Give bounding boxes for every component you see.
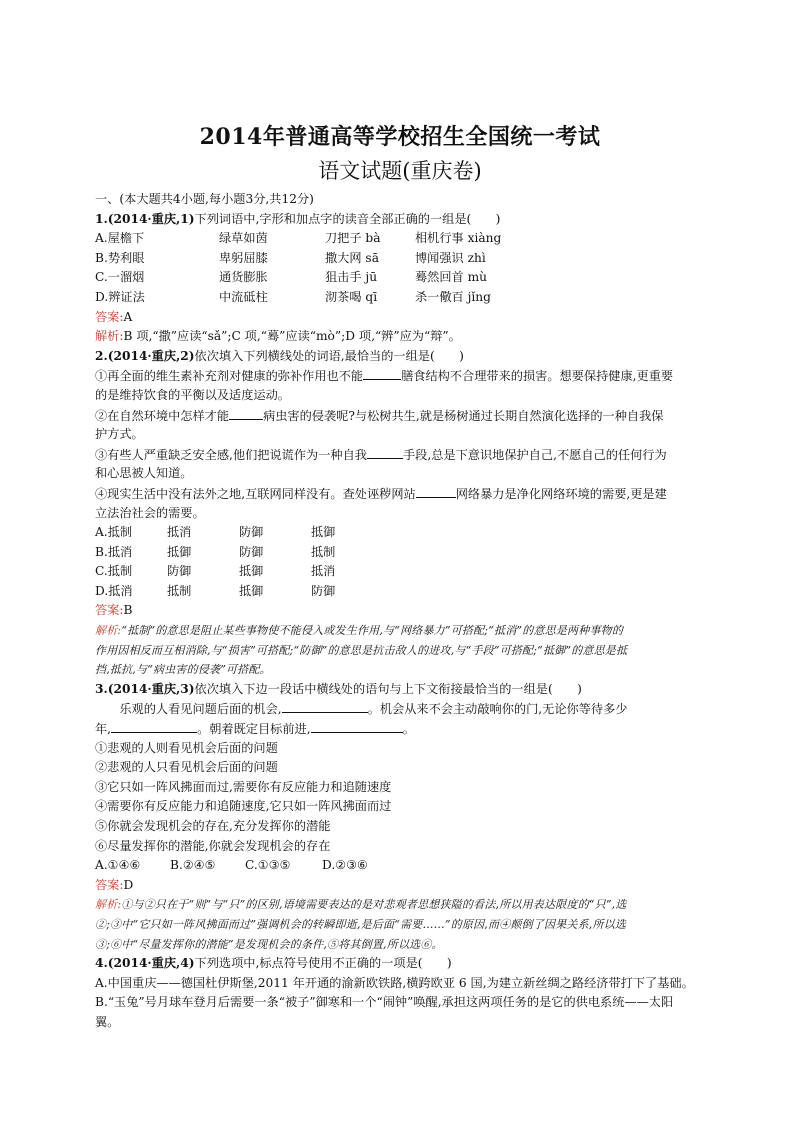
option-row: D.辨证法 中流砥柱 沏茶喝 qī 杀一儆百 jǐng <box>95 289 491 304</box>
question-text: 下列词语中,字形和加点字的读音全部正确的一组是( ) <box>194 211 501 226</box>
explanation-line: 作用因相反而互相消除,与“损害”可搭配;“防御”的意思是抗击敌人的进攻,与“手段”可搭配;“抵御”的意思是抵 <box>95 643 628 657</box>
fill-blank <box>282 699 368 713</box>
fill-blank <box>363 366 401 380</box>
fill-blank <box>229 406 263 420</box>
explanation-line: 挡,抵抗,与“病虫害的侵袭”可搭配。 <box>95 663 271 677</box>
option-row: B.抵消 抵御 防御 抵制 <box>95 544 336 559</box>
question-3-stem: 3.(2014·重庆,3)依次填入下边一段话中横线处的语句与上下文衔接最恰当的一组是( ) <box>95 681 582 696</box>
fill-blank <box>111 719 197 733</box>
option-row: C.一溜烟 通货膨胀 狙击手 jū 蓦然回首 mù <box>95 270 488 285</box>
answer-label: 答案: <box>95 603 124 618</box>
question-4-stem: 4.(2014·重庆,4)下列选项中,标点符号使用不正确的一项是( ) <box>95 956 452 971</box>
question-source: (2014·重庆,2) <box>107 348 195 363</box>
option-row: B.势利眼 卑躬屈膝 撒大网 sā 博闻强识 zhì <box>95 250 486 265</box>
passage-line: 立法治社会的需要。 <box>95 505 205 520</box>
page-title: 2014年普通高等学校招生全国统一考试 <box>199 124 601 150</box>
passage-line: 和心思被人知道。 <box>95 466 193 481</box>
explanation-text: B 项,“撒”应读“sǎ”;C 项,“蓦”应读“mò”;D 项,“辨”应为“辩”。 <box>123 329 461 344</box>
sentence-item: ④需要你有反应能力和追随速度,它只如一阵风拂面而过 <box>95 799 392 814</box>
question-number: 2 <box>95 348 104 363</box>
question-text: 下列选项中,标点符号使用不正确的一项是( ) <box>194 956 452 971</box>
document-page <box>95 122 705 1033</box>
explanation-line: 解析:“抵制”的意思是阻止某些事物使不能侵入或发生作用,与“网络暴力”可搭配;“抵消”的意思是两种事物的 <box>95 624 624 638</box>
sentence-item: ①悲观的人则看见机会后面的问题 <box>95 740 278 755</box>
passage-line: 的是维持饮食的平衡以及适度运动。 <box>95 387 290 402</box>
option-line: A.中国重庆——德国杜伊斯堡,2011 年开通的渝新欧铁路,横跨欧亚 6 国,为建立新丝绸之路经济带打下了基础。 <box>95 975 694 990</box>
sentence-item: ⑥尽量发挥你的潜能,你就会发现机会的存在 <box>95 838 331 853</box>
section-heading: 一、(本大题共4小题,每小题3分,共12分) <box>95 192 314 206</box>
question-source: (2014·重庆,4) <box>107 956 195 971</box>
question-1-stem: 1.(2014·重庆,1)下列词语中,字形和加点字的读音全部正确的一组是( ) <box>95 211 501 226</box>
answer-label: 答案: <box>95 309 124 324</box>
sentence-item: ②悲观的人只看见机会后面的问题 <box>95 760 278 775</box>
option-line: B.“玉兔”号月球车登月后需要一条“被子”御寒和一个“闹钟”唤醒,承担这两项任务的是它的供电系统——太阳 <box>95 995 674 1010</box>
fill-blank <box>416 484 456 498</box>
answer-value: B <box>123 603 133 618</box>
option-row: A.①④⑥ B.②④⑤ C.①③⑤ D.②③⑥ <box>95 858 368 873</box>
explanation-line: ③;⑥中“尽量发挥你的潜能”是发现机会的条件,⑤将其倒置,所以选⑥。 <box>95 937 443 951</box>
explanation-label: 解析: <box>95 898 122 912</box>
option-row: D.抵消 抵制 抵御 防御 <box>95 583 336 598</box>
passage-line: 护方式。 <box>95 427 144 442</box>
passage-line: ①再全面的维生素补充剂对健康的弥补作用也不能 膳食结构不合理带来的损害。想要保持健康,更重要 <box>95 366 705 386</box>
option-line: 翼。 <box>95 1014 120 1029</box>
passage-line: 年, 。朝着既定目标前进, 。 <box>95 719 705 739</box>
answer-line <box>95 876 705 896</box>
option-row: C.抵制 防御 抵御 抵消 <box>95 564 336 579</box>
sentence-item: ⑤你就会发现机会的存在,充分发挥你的潜能 <box>95 819 331 833</box>
explanation-label: 解析: <box>95 624 122 638</box>
answer-value: A <box>123 309 133 324</box>
explanation-line: 解析:①与②只在于“则”与“只”的区别,语境需要表达的是对悲观者思想狭隘的看法,所以用表达限度的“只”,选 <box>95 898 627 912</box>
option-row: A.屋檐下 绿草如茵 刀把子 bà 相机行事 xiàng <box>95 231 502 246</box>
question-number: 3 <box>95 681 104 696</box>
question-text: 依次填入下边一段话中横线处的语句与上下文衔接最恰当的一组是( ) <box>194 681 582 696</box>
explanation-line: ②;③中“它只如一阵风拂面而过”强调机会的转瞬即逝,是后面“需要……”的原因,而④颠倒了因果关系,所以选 <box>95 917 627 931</box>
fill-blank <box>311 719 403 733</box>
page-subtitle: 语文试题(重庆卷) <box>318 159 482 183</box>
answer-value: D <box>123 877 134 892</box>
explanation-label: 解析: <box>95 329 124 344</box>
answer-label: 答案: <box>95 877 124 892</box>
question-source: (2014·重庆,1) <box>107 211 195 226</box>
passage-line: ②在自然环境中怎样才能 病虫害的侵袭呢?与松树共生,就是杨树通过长期自然演化选择的一种自我保 <box>95 406 705 426</box>
passage-line: 乐观的人看见问题后面的机会, 。机会从来不会主动敲响你的门,无论你等待多少 <box>95 699 705 719</box>
question-number: 4 <box>95 956 104 971</box>
sentence-item: ③它只如一阵风拂面而过,需要你有反应能力和追随速度 <box>95 779 392 794</box>
answer-line <box>95 601 705 621</box>
question-text: 依次填入下列横线处的词语,最恰当的一组是( ) <box>194 348 464 363</box>
question-2-stem: 2.(2014·重庆,2)依次填入下列横线处的词语,最恰当的一组是( ) <box>95 348 464 363</box>
passage-line: ③有些人严重缺乏安全感,他们把说谎作为一种自我 手段,总是下意识地保护自己,不愿自己的任何行为 <box>95 445 705 465</box>
question-number: 1 <box>95 211 104 226</box>
explanation-line <box>95 327 705 347</box>
question-source: (2014·重庆,3) <box>107 681 195 696</box>
answer-line <box>95 308 705 328</box>
option-row: A.抵制 抵消 防御 抵御 <box>95 525 336 540</box>
passage-line: ④现实生活中没有法外之地,互联网同样没有。查处诬秽网站 网络暴力是净化网络环境的需要,更是建 <box>95 484 705 504</box>
fill-blank <box>367 445 403 459</box>
